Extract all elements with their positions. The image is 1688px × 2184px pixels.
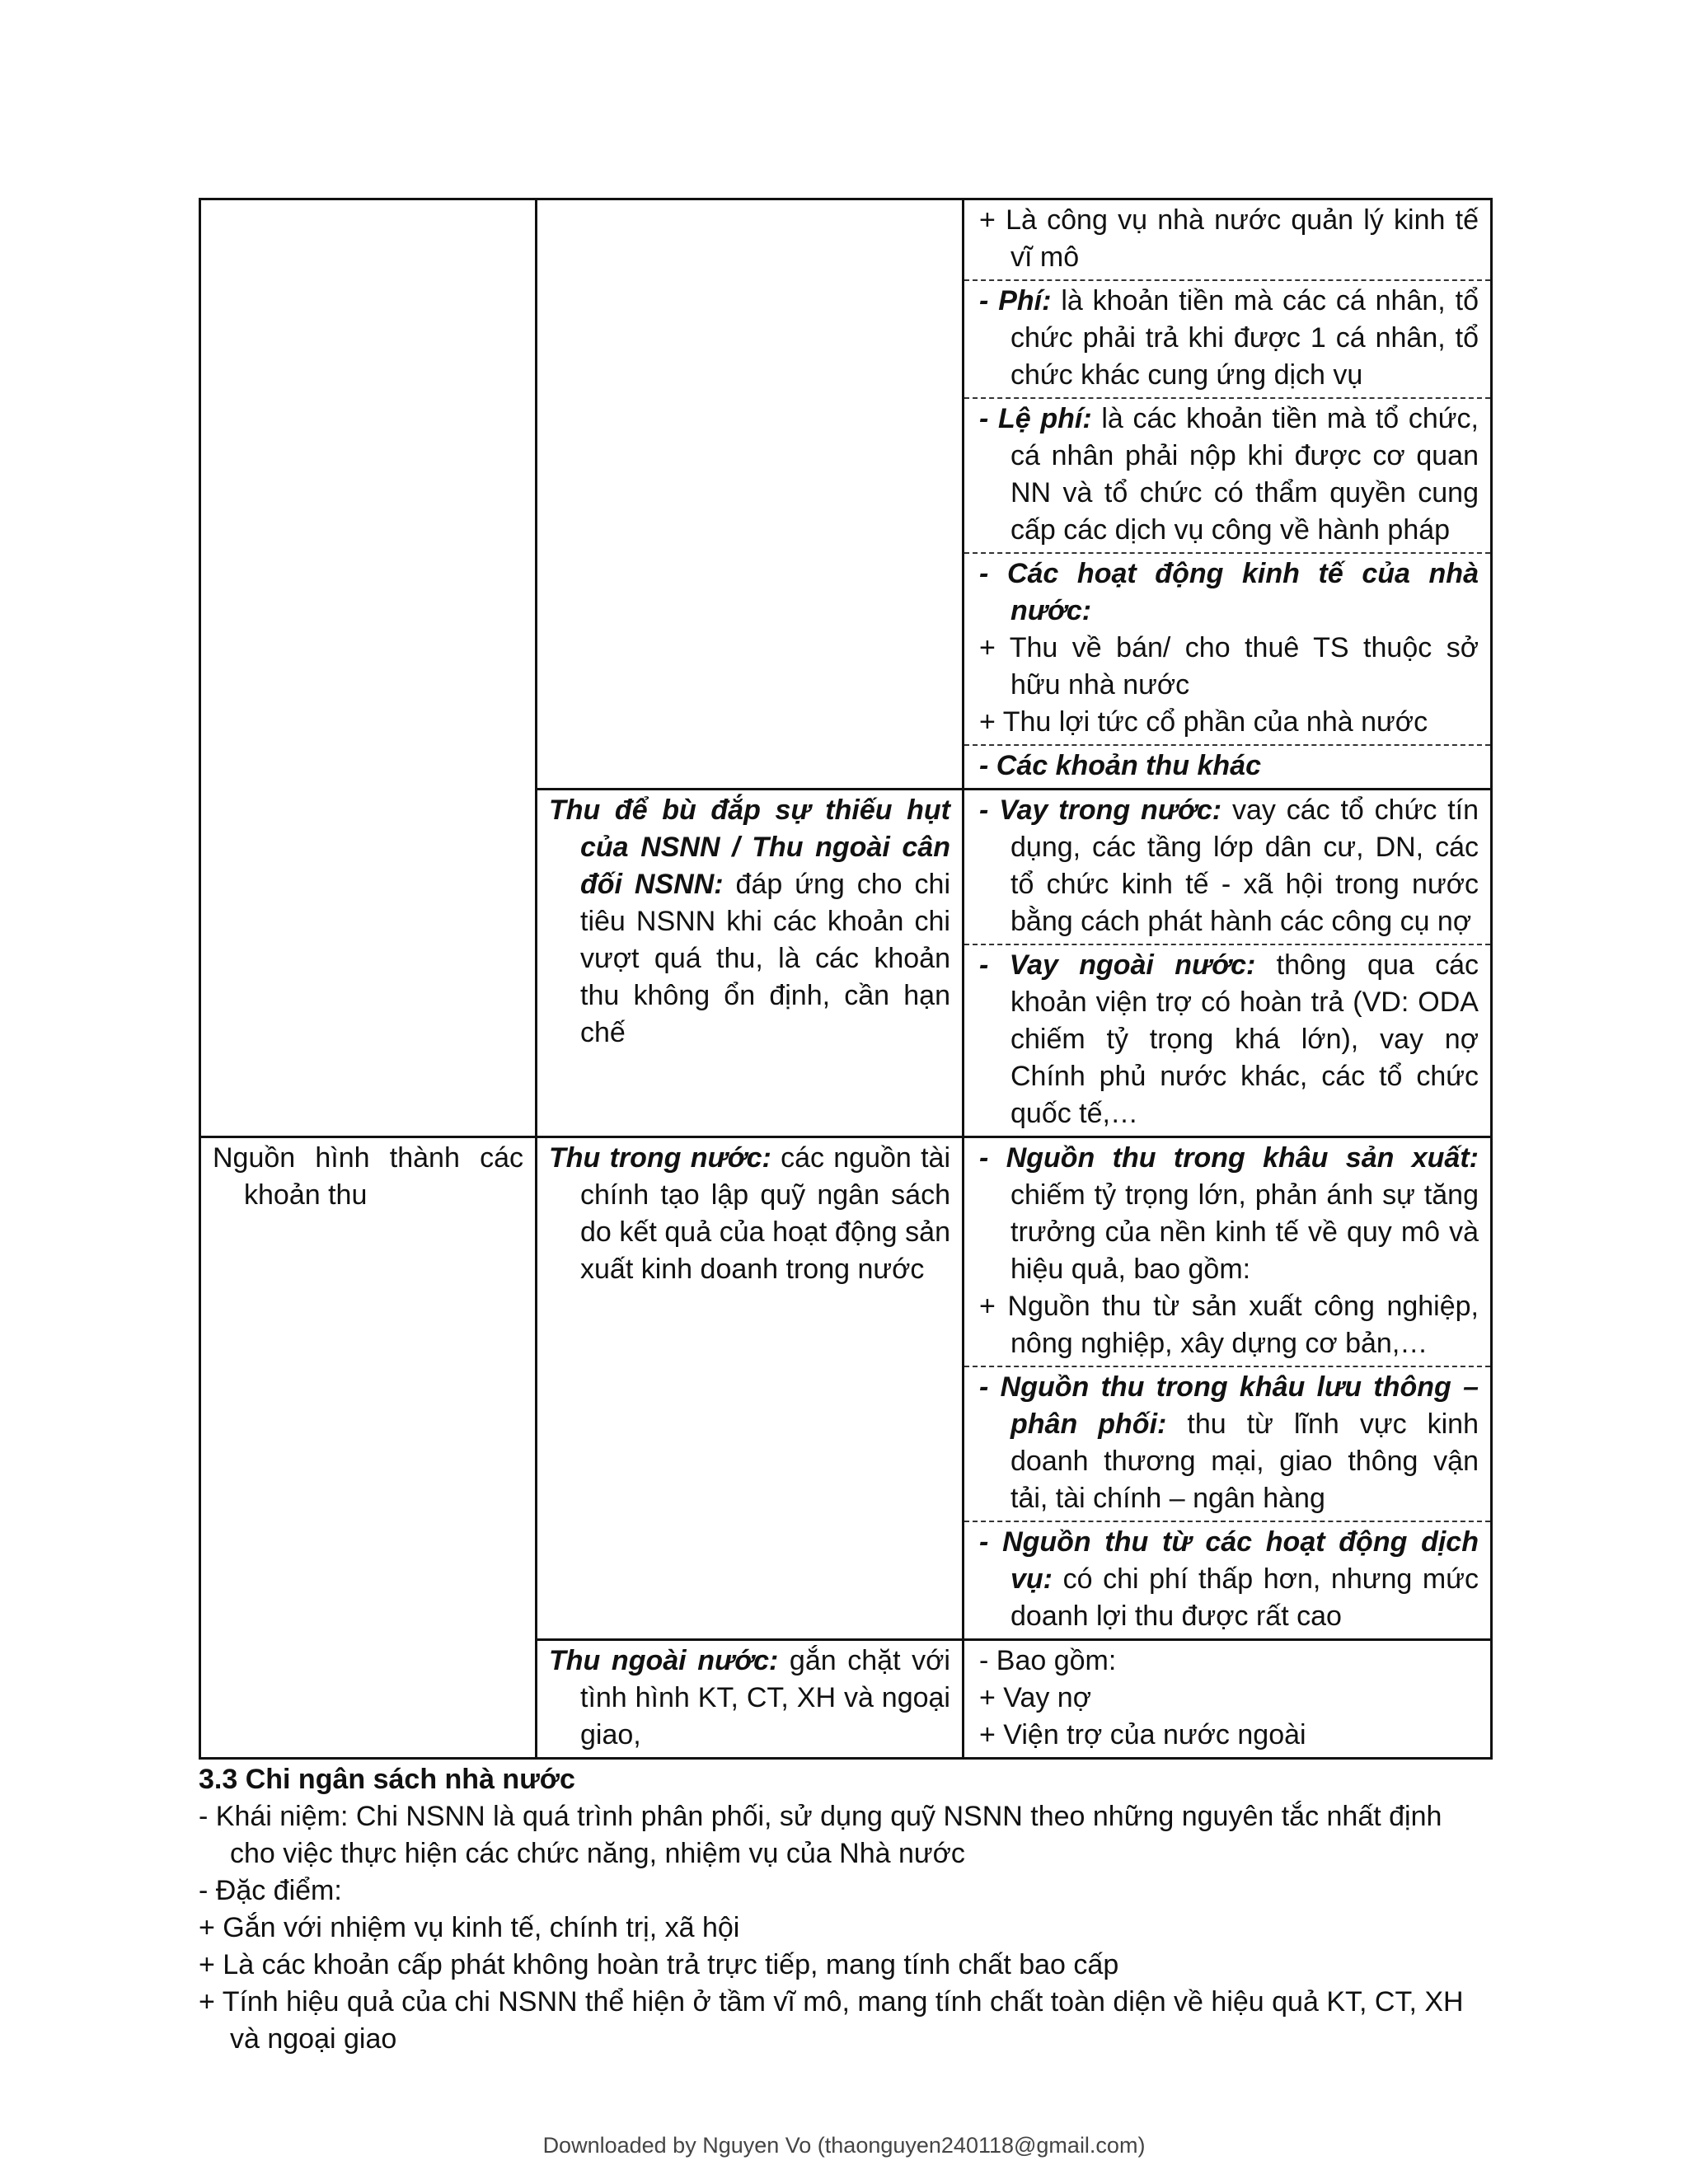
detail-line (979, 1524, 1479, 1635)
revenue-type-desc: các nguồn tài chính tạo lập quỹ ngân sách do kết quả của hoạt động sản xuất kinh doanh trong nước (580, 1142, 950, 1285)
detail-text: - Bao gồm: (979, 1645, 1117, 1676)
detail-term: Vay ngoài nước: (1009, 949, 1256, 981)
detail-line (979, 1717, 1479, 1754)
section-3-3 (199, 1761, 1493, 2058)
detail-bullet: - (979, 1526, 1003, 1558)
detail-line (979, 283, 1479, 394)
document-page (199, 198, 1493, 2058)
paragraph-line: + Tính hiệu quả của chi NSNN thể hiện ở tầm vĩ mô, mang tính chất toàn diện về hiệu quả KT, CT, XH và ngoại giao (199, 1986, 1464, 2055)
detail-bullet: - (979, 949, 1010, 981)
detail-bullet: - (979, 1142, 1006, 1174)
detail-block (964, 281, 1490, 399)
detail-line (979, 792, 1479, 940)
paragraph-line: + Gắn với nhiệm vụ kinh tế, chính trị, xã hội (199, 1912, 740, 1943)
revenue-type-label: Thu ngoài nước: (549, 1645, 779, 1676)
detail-text: + Nguồn thu từ sản xuất công nghiệp, nông nghiệp, xây dựng cơ bản,… (979, 1291, 1479, 1359)
revenue-type-label: Thu trong nước: (549, 1142, 771, 1174)
paragraph-line: - Khái niệm: Chi NSNN là quá trình phân phối, sử dụng quỹ NSNN theo những nguyên tắc nhất định cho việc thực hiện các chức năng, nhiệm vụ của Nhà nước (199, 1801, 1442, 1869)
detail-block (964, 1138, 1490, 1367)
detail-block (964, 1641, 1490, 1757)
table-cell-details (964, 790, 1492, 1137)
revenue-type-desc: đáp ứng cho chi tiêu NSNN khi các khoản chi vượt quá thu, là các khoản thu không ổn định, cần hạn chế (580, 869, 951, 1048)
table-row (200, 1137, 1492, 1640)
detail-block (964, 399, 1490, 554)
detail-text: + Vay nợ (979, 1682, 1092, 1713)
table-cell-details (964, 1640, 1492, 1759)
revenue-type-label: Thu để bù đắp sự thiếu hụt của NSNN / Thu ngoài cân đối NSNN: (549, 794, 950, 900)
paragraph-line: - Đặc điểm: (199, 1875, 342, 1906)
detail-text: có chi phí thấp hơn, nhưng mức doanh lợi thu được rất cao (1010, 1563, 1479, 1632)
paragraph-line: + Là các khoản cấp phát không hoàn trả trực tiếp, mang tính chất bao cấp (199, 1949, 1119, 1980)
detail-term: Các hoạt động kinh tế của nhà nước: (1006, 558, 1479, 626)
detail-line (979, 748, 1479, 785)
detail-line (979, 401, 1479, 549)
detail-term: Nguồn thu trong khâu sản xuất: (1006, 1142, 1479, 1174)
table-cell-type (537, 199, 964, 790)
detail-bullet: - (979, 750, 996, 781)
detail-block (964, 200, 1490, 281)
detail-term: Nguồn thu từ các hoạt động dịch vụ: (1002, 1526, 1479, 1595)
table-cell-type (537, 1137, 964, 1640)
detail-bullet: - (979, 1371, 1001, 1403)
detail-term: Lệ phí: (998, 403, 1092, 434)
detail-bullet: - (979, 285, 999, 316)
detail-line (979, 630, 1479, 704)
detail-text: thu từ lĩnh vực kinh doanh thương mại, giao thông vận tải, tài chính – ngân hàng (1010, 1408, 1479, 1514)
table-row (200, 199, 1492, 790)
table-cell-type (537, 1640, 964, 1759)
detail-line (979, 1643, 1479, 1680)
detail-block (964, 554, 1490, 746)
detail-text: vay các tổ chức tín dụng, các tầng lớp dân cư, DN, các tổ chức kinh tế - xã hội trong nước bằng cách phát hành các công cụ nợ (1010, 794, 1479, 937)
detail-line (979, 202, 1479, 276)
detail-term: Nguồn thu trong khâu lưu thông – phân phối: (1000, 1371, 1479, 1440)
download-footer: Downloaded by Nguyen Vo (thaonguyen240118@gmail.com) (542, 2133, 1146, 2158)
detail-term: Phí: (998, 285, 1052, 316)
detail-line (979, 1680, 1479, 1717)
detail-block (964, 790, 1490, 945)
detail-text: là khoản tiền mà các cá nhân, tổ chức phải trả khi được 1 cá nhân, tổ chức khác cung ứng dịch vụ (1010, 285, 1479, 391)
detail-block (964, 1367, 1490, 1522)
detail-line (979, 947, 1479, 1132)
detail-text: + Thu lợi tức cổ phần của nhà nước (979, 706, 1428, 738)
detail-block (964, 1522, 1490, 1638)
detail-bullet: - (979, 794, 1000, 826)
section-heading: 3.3 Chi ngân sách nhà nước (199, 1764, 575, 1795)
detail-bullet: - (979, 403, 999, 434)
detail-line (979, 1288, 1479, 1362)
table-cell-details (964, 199, 1492, 790)
detail-block (964, 945, 1490, 1136)
category-label: Nguồn hình thành các khoản thu (213, 1142, 523, 1211)
table-cell-type (537, 790, 964, 1137)
revenue-table (199, 198, 1493, 1760)
table-cell-details (964, 1137, 1492, 1640)
detail-text: là các khoản tiền mà tổ chức, cá nhân phải nộp khi được cơ quan NN và tổ chức có thẩm quyền cung cấp các dịch vụ công về hành pháp (1010, 403, 1479, 546)
detail-line (979, 704, 1479, 741)
detail-text: + Là công vụ nhà nước quản lý kinh tế vĩ mô (979, 204, 1479, 273)
table-cell-category (200, 199, 537, 1137)
detail-line (979, 555, 1479, 630)
table-cell-category (200, 1137, 537, 1759)
detail-text: + Thu về bán/ cho thuê TS thuộc sở hữu nhà nước (979, 632, 1479, 701)
detail-block (964, 746, 1490, 788)
detail-line (979, 1369, 1479, 1517)
detail-bullet: - (979, 558, 1007, 589)
detail-line (979, 1140, 1479, 1288)
revenue-type-desc: gắn chặt với tình hình KT, CT, XH và ngoại giao, (580, 1645, 950, 1750)
detail-text: thông qua các khoản viện trợ có hoàn trả (VD: ODA chiếm tỷ trọng khá lớn), vay nợ Chính phủ nước khác, các tổ chức quốc tế,… (1010, 949, 1479, 1129)
detail-text: + Viện trợ của nước ngoài (979, 1719, 1306, 1750)
detail-text: chiếm tỷ trọng lớn, phản ánh sự tăng trưởng của nền kinh tế về quy mô và hiệu quả, bao gồm: (1010, 1179, 1479, 1285)
detail-term: Các khoản thu khác (996, 750, 1261, 781)
detail-term: Vay trong nước: (999, 794, 1222, 826)
